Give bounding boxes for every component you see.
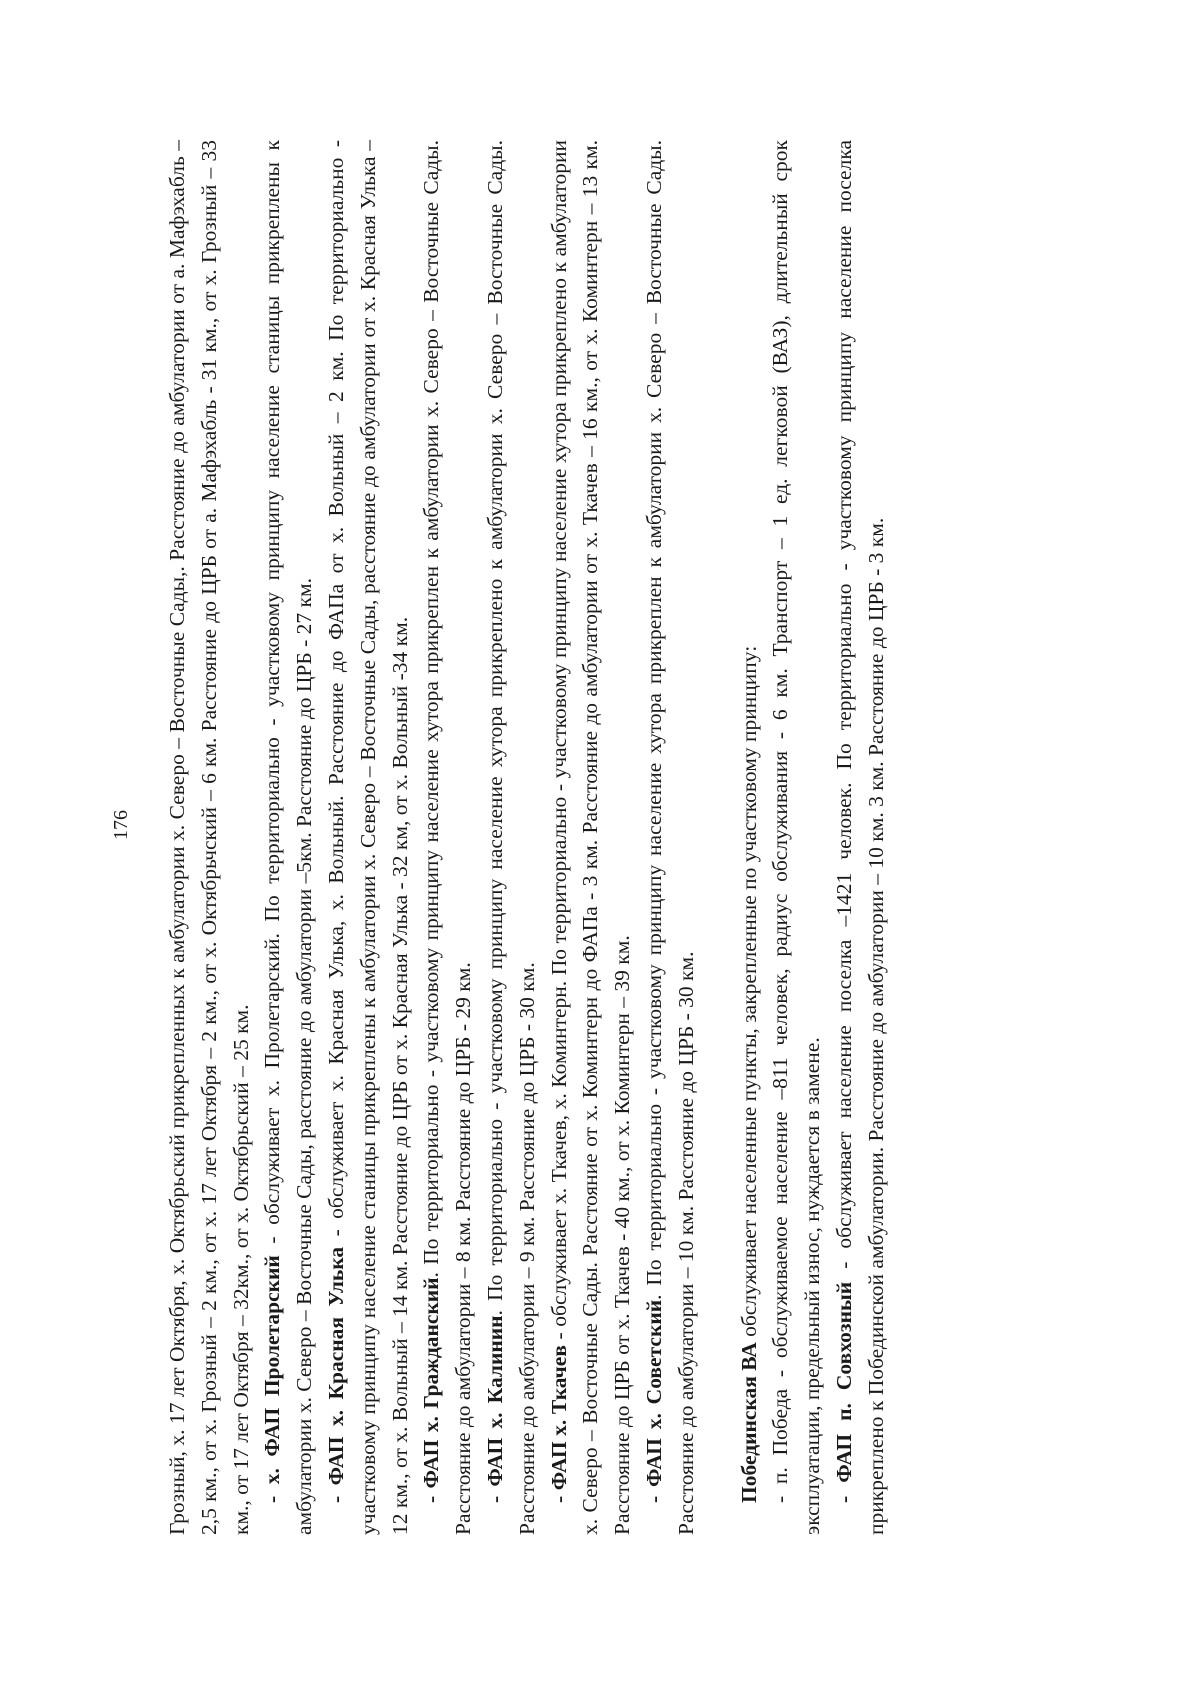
body-text: - обслуживает х. Ткачев, х. Коминтерн. По территориально - участковому принципу население хутора прикреплено к амбулатории х. Северо – Восточные Сады. Расстояние от х. Коминтерн до ФАПа - 3 км. Расстояние до амбулатории от х. Ткачев – 16 км., от х. Коминтерн – 13 км. Расстояние до ЦРБ от х. Ткачев - 40 км., от х. Коминтерн – 39 км. bbox=[546, 140, 635, 1535]
body-text: . По территориально - участковому принципу население хутора прикреплено к амбулатории х. Северо – Восточные Сады. Расстояние до амбулатории – 9 км. Расстояние до ЦРБ - 30 км. bbox=[482, 140, 539, 1535]
bold-heading-text: - ФАП х. Советский bbox=[641, 1299, 666, 1503]
paragraph-fap-krasnaya-ulka bbox=[321, 140, 416, 1535]
rotated-content bbox=[0, 60, 1200, 1620]
paragraph-0 bbox=[162, 140, 257, 1535]
body-text: - п. Победа - обслуживаемое население –811 человек, радиус обслуживания - 6 км. Транспорт – 1 ед. легковой (ВАЗ), длительный срок эксплуатации, предельный износ, нуждается в замене. bbox=[768, 140, 825, 1535]
body-text: . По территориально - участковому принципу население хутора прикреплен к амбулатории х. Северо – Восточные Сады. Расстояние до амбулатории – 8 км. Расстояние до ЦРБ - 29 км. bbox=[419, 140, 476, 1535]
bold-heading-text: Побединская ВА bbox=[736, 1342, 761, 1503]
body-text: - обслуживает х. Пролетарский. По территориально - участковому принципу население станицы прикреплены к амбулатории х. Северо – Восточные Сады, расстояние до амбулатории –5км. Расстояние до ЦРБ - 27 км. bbox=[260, 140, 317, 1535]
bold-heading-text: - х. ФАП Пролетарский bbox=[260, 1255, 285, 1503]
body-text: - обслуживает х. Красная Улька, х. Вольный. Расстояние до ФАПа от х. Вольный – 2 км. По территориально - участковому принципу население станицы прикреплены к амбулатории х. Северо – Восточные Сады, расстояние до амбулатории от х. Красная Улька –12 км., от х. Вольный – 14 км. Расстояние до ЦРБ от х. Красная Улька - 32 км, от х. Вольный -34 км. bbox=[323, 140, 412, 1535]
paragraph-fap-kalinin bbox=[480, 140, 544, 1535]
bold-heading-text: - ФАП х. Калинин bbox=[482, 1315, 507, 1503]
body-text: . По территориально - участковому принципу население хутора прикреплен к амбулатории х. Северо – Восточные Сады. Расстояние до амбулатории – 10 км. Расстояние до ЦРБ - 30 км. bbox=[641, 140, 698, 1535]
bold-heading-text: - ФАП х. Гражданский bbox=[419, 1277, 444, 1503]
body-text: обслуживает населенные пункты, закрепленные по участковому принципу: bbox=[736, 645, 761, 1343]
page-number: 176 bbox=[110, 810, 132, 840]
body-text: - обслуживает население поселка –1421 человек. По территориально - участковому принципу население поселка прикреплено к Побединской амбулатории. Расстояние до амбулатории – 10 км. 3 км. Расстояние до ЦРБ - 3 км. bbox=[831, 140, 888, 1535]
paragraph-pobeda bbox=[765, 140, 829, 1535]
bold-heading-text: - ФАП п. Совхозный bbox=[831, 1281, 856, 1503]
document-body bbox=[162, 140, 893, 1535]
paragraph-fap-sovetsky bbox=[639, 140, 703, 1535]
bold-heading-text: - ФАП х. Ткачев bbox=[546, 1345, 571, 1503]
body-text: Грозный, х. 17 лет Октября, х. Октябрьский прикрепленных к амбулатории х. Северо – Восточные Сады,. Расстояние до амбулатории от а. Мафэхабль – 2,5 км., от х. Грозный – 2 км., от х. 17 лет Октября – 2 км., от х. Октябрьчский – 6 км. Расстояние до ЦРБ от а. Мафэхабль - 31 км., от х. Грозный – 33 км., от 17 лет Октября – 32км., от х. Октябрьский – 25 км. bbox=[165, 140, 253, 1535]
paragraph-pobedinskaya-va bbox=[734, 140, 766, 1535]
paragraph-fap-grazhdansky bbox=[416, 140, 480, 1535]
paragraph-fap-sovkhozny bbox=[829, 140, 893, 1535]
paragraph-fap-proletarsky bbox=[257, 140, 321, 1535]
paragraph-fap-tkachev bbox=[544, 140, 639, 1535]
bold-heading-text: - ФАП х. Красная Улька bbox=[323, 1246, 348, 1503]
